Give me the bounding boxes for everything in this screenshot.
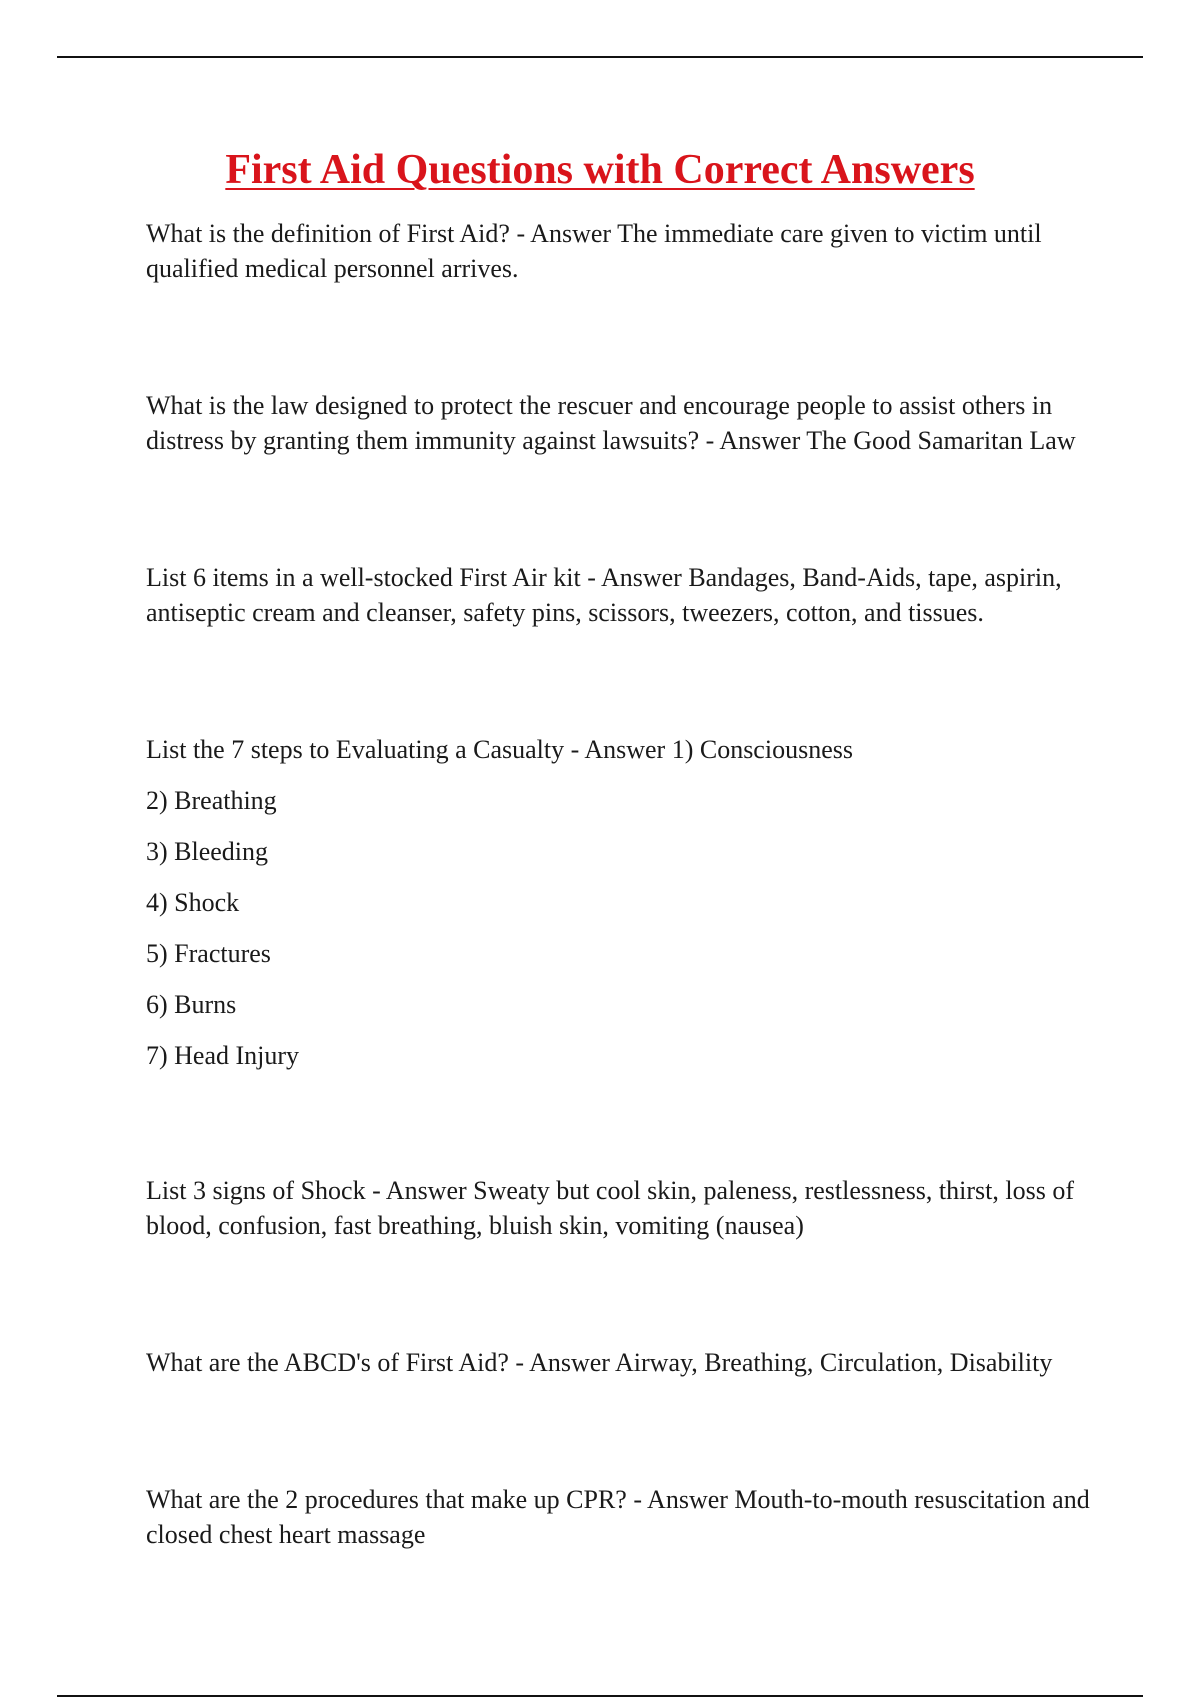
- list-item: 3) Bleeding: [146, 837, 269, 866]
- qa-item-first-aid-definition: What is the definition of First Aid? - Answer The immediate care given to victim until qualified medical personnel arrives.: [146, 219, 1042, 283]
- list-item: 5) Fractures: [146, 939, 271, 968]
- qa-item-good-samaritan-law: What is the law designed to protect the rescuer and encourage people to assist others in distress by granting them immunity against lawsuits? - Answer The Good Samaritan Law: [146, 391, 1076, 455]
- qa-item-first-aid-kit: List 6 items in a well-stocked First Air kit - Answer Bandages, Band-Aids, tape, aspirin, antiseptic cream and cleanser, safety pins, scissors, tweezers, cotton, and tissues.: [146, 563, 1062, 627]
- qa-content: [146, 216, 1096, 1654]
- list-item: 4) Shock: [146, 888, 240, 917]
- qa-item-abcd: What are the ABCD's of First Aid? - Answer Airway, Breathing, Circulation, Disability: [146, 1348, 1053, 1377]
- page-title: First Aid Questions with Correct Answers: [225, 147, 975, 193]
- qa-item-signs-of-shock: List 3 signs of Shock - Answer Sweaty but cool skin, paleness, restlessness, thirst, loss of blood, confusion, fast breathing, bluish skin, vomiting (nausea): [146, 1176, 1074, 1240]
- qa-item-evaluating-casualty: List the 7 steps to Evaluating a Casualty - Answer 1) Consciousness: [146, 735, 853, 764]
- list-item: 6) Burns: [146, 990, 237, 1019]
- qa-item-cpr: What are the 2 procedures that make up CPR? - Answer Mouth-to-mouth resuscitation and closed chest heart massage: [146, 1485, 1090, 1549]
- bottom-rule: [57, 1695, 1143, 1697]
- list-item: 2) Breathing: [146, 786, 277, 815]
- casualty-steps-list: [146, 783, 1096, 1073]
- top-rule: [57, 56, 1143, 58]
- list-item: 7) Head Injury: [146, 1041, 300, 1070]
